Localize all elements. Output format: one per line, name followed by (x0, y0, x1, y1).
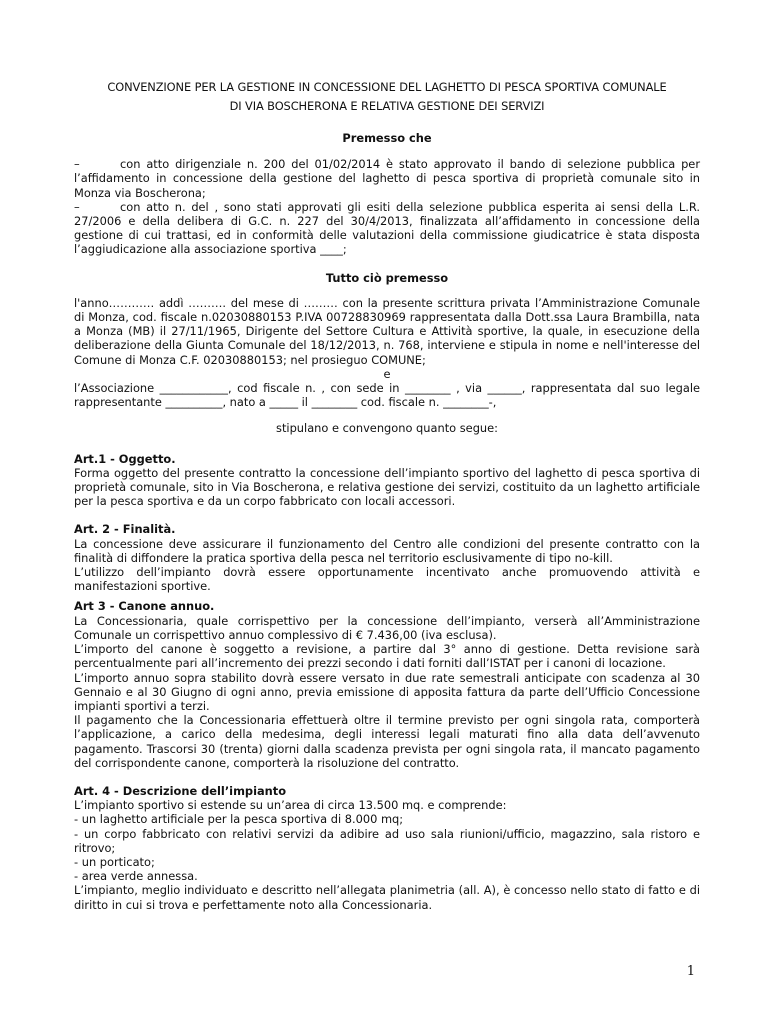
document-title-line2: DI VIA BOSCHERONA E RELATIVA GESTIONE DEI SERVIZI (229, 99, 545, 113)
stipulano-line: stipulano e convengono quanto segue: (276, 421, 498, 436)
art3-paragraph-1: La Concessionaria, quale corrispettivo per la concessione dell’impianto, verserà all’Amministrazione Comunale un corrispettivo annuo complessivo di € 7.436,00 (iva esclusa). (74, 613, 700, 642)
premesso-heading: Premesso che (342, 131, 432, 145)
page-number: 1 (686, 964, 695, 979)
art2-paragraph-2: L’utilizzo dell’impianto dovrà essere opportunamente incentivato anche promuovendo attività e manifestazioni sportive. (74, 565, 700, 594)
dash-marker: – (74, 199, 80, 214)
art4-closing: L’impianto, meglio individuato e descritto nell’allegata planimetria (all. A), è concesso nello stato di fatto e di diritto in cui si trova e perfettamente noto alla Concessionaria. (74, 883, 700, 912)
premesso-item-1-text: con atto dirigenziale n. 200 del 01/02/2014 è stato approvato il bando di selezione pubblica per l’affidamento in concessione della gestione del laghetto di pesca sportiva di proprietà comunale sito in Monza via Boscherona; (74, 157, 700, 200)
art4-list-item: - un corpo fabbricato con relativi servizi da adibire ad uso sala riunioni/ufficio, magazzino, sala ristoro e ritrovo; (74, 826, 700, 855)
premesso-item-2 (74, 200, 700, 257)
premesso-item-1 (74, 157, 700, 200)
tutto-paragraph-2: l’Associazione ____________, cod fiscale n. , con sede in ________ , via ______, rappresentata dal suo legale rappresentante __________, nato a _____ il ________ cod. fiscale n. ________-, (74, 381, 700, 410)
dash-marker: – (74, 157, 80, 172)
conjunction-e: e (383, 366, 391, 381)
art3-title: Art 3 - Canone annuo. (74, 599, 215, 614)
tutto-paragraph-1: l'anno………… addì ………. del mese di ……… con la presente scrittura privata l’Amministrazione Comunale di Monza, cod. fiscale n.02030880153 P.IVA 00728830969 rappresentata dalla Dott.ssa Laura Brambilla, nata a Monza (MB) il 27/11/1965, Dirigente del Settore Cultura e Attività sportive, la quale, in esecuzione della deliberazione della Giunta Comunale del 18/12/2013, n. 768, interviene e stipula in nome e nell'interesse del Comune di Monza C.F. 02030880153; nel prosieguo COMUNE; (74, 295, 700, 367)
art4-title: Art. 4 - Descrizione dell’impianto (74, 783, 287, 798)
art3-paragraph-3: L’importo annuo sopra stabilito dovrà essere versato in due rate semestrali anticipate con scadenza al 30 Gennaio e al 30 Giugno di ogni anno, previa emissione di apposita fattura da parte dell’Ufficio Concessione impianti sportivi a terzi. (74, 670, 700, 713)
art1-text: Forma oggetto del presente contratto la concessione dell’impianto sportivo del laghetto di pesca sportiva di proprietà comunale, sito in Via Boscherona, e relativa gestione dei servizi, costituito da un laghetto artificiale per la pesca sportiva e da un corpo fabbricato con locali accessori. (74, 465, 700, 509)
art4-list-item: - area verde annessa. (74, 869, 198, 884)
document-title-line1: CONVENZIONE PER LA GESTIONE IN CONCESSIONE DEL LAGHETTO DI PESCA SPORTIVA COMUNALE (107, 80, 667, 94)
tutto-heading: Tutto ciò premesso (325, 270, 449, 285)
art3-paragraph-4: Il pagamento che la Concessionaria effettuerà oltre il termine previsto per ogni singola rata, comporterà l’applicazione, a carico della medesima, degli interessi legali maturati fino alla data dell’avvenuto pagamento. Trascorsi 30 (trenta) giorni dalla scadenza prevista per ogni singola rata, il mancato pagamento del corrispondente canone, comporterà la risoluzione del contratto. (74, 713, 700, 770)
art1-title: Art.1 - Oggetto. (74, 451, 176, 466)
document-page (74, 78, 700, 912)
art4-intro: L’impianto sportivo si estende su un’area di circa 13.500 mq. e comprende: (74, 798, 507, 813)
art2-title: Art. 2 - Finalità. (74, 522, 176, 537)
art4-list-item: - un laghetto artificiale per la pesca sportiva di 8.000 mq; (74, 812, 404, 827)
premesso-item-2-text: con atto n. del , sono stati approvati gli esiti della selezione pubblica esperita ai sensi della L.R. 27/2006 e della delibera di G.C. n. 227 del 30/4/2013, finalizzata all’affidamento in concessione della gestione di cui trattasi, ed in conformità delle valutazioni della commissione giudicatrice è stata disposta l’aggiudicazione alla associazione sportiva ____; (74, 199, 700, 257)
art4-list-item: - un porticato; (74, 854, 155, 869)
art3-paragraph-2: L’importo del canone è soggetto a revisione, a partire dal 3° anno di gestione. Detta revisione sarà percentualmente pari all’incremento dei prezzi secondo i dati forniti dall’ISTAT per i canoni di locazione. (74, 642, 700, 671)
art2-paragraph-1: La concessione deve assicurare il funzionamento del Centro alle condizioni del presente contratto con la finalità di diffondere la pratica sportiva della pesca nel territorio esclusivamente di tipo no-kill. (74, 536, 700, 565)
